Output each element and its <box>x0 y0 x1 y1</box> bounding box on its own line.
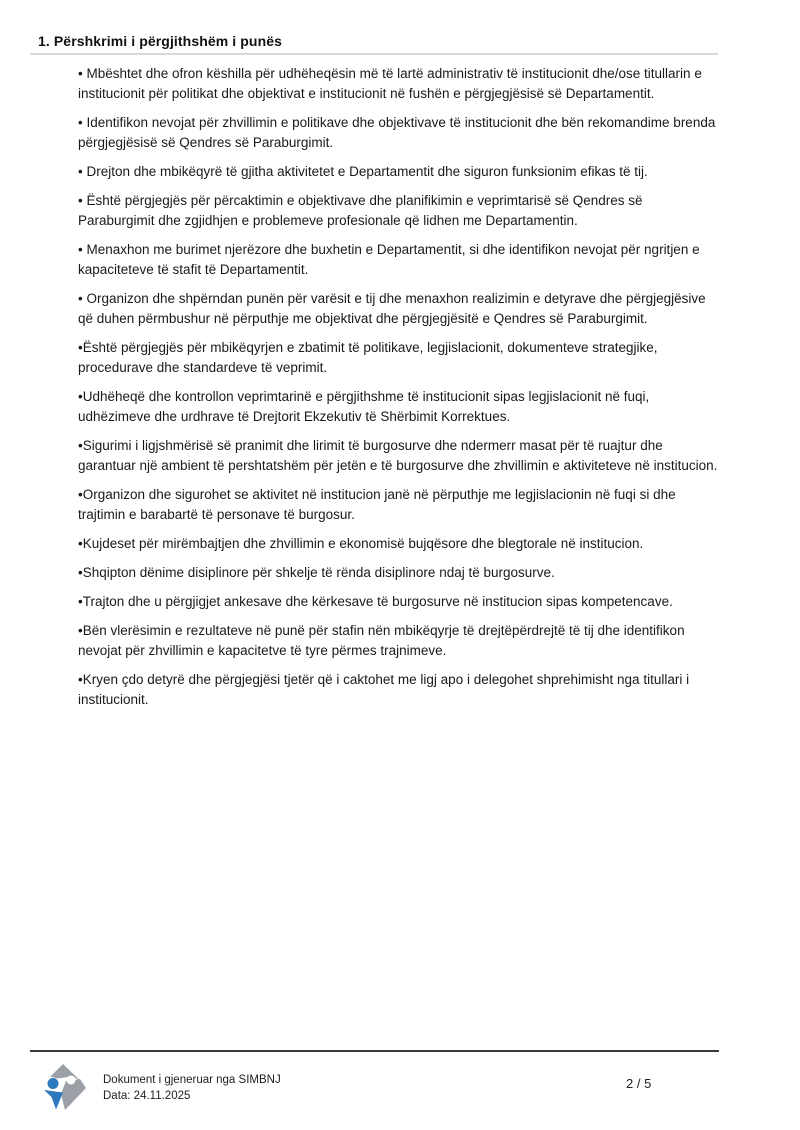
simbnj-logo-icon <box>38 1063 88 1113</box>
bullet-paragraph: • Drejton dhe mbikëqyrë të gjitha aktivitetet e Departamentit dhe siguron funksionim efikas të tij. <box>78 164 648 179</box>
footer-row <box>0 1052 800 1122</box>
logo-blue-body <box>44 1090 63 1110</box>
bullet-paragraph: • Organizon dhe shpërndan punën për varësit e tij dhe menaxhon realizimin e detyrave dhe përgjegjësive që duhen përmbushur në përputhje me objektivat dhe përgjegjësitë e Qendres së Paraburgimit. <box>78 291 706 326</box>
section-header <box>30 33 718 55</box>
bullet-paragraph: •Kryen çdo detyrë dhe përgjegjësi tjetër që i caktohet me ligj apo i delegohet shprehimisht nga titullari i institucionit. <box>78 672 690 707</box>
logo-blue-head <box>48 1078 59 1089</box>
page-footer <box>0 1050 800 1130</box>
bullet-paragraph: • Identifikon nevojat për zhvillimin e politikave dhe objektivave të institucionit dhe bën rekomandime brenda përgjegjësisë së Qendres së Paraburgimit. <box>78 115 716 150</box>
logo-white-head <box>67 1076 76 1085</box>
bullet-paragraph: •Trajton dhe u përgjigjet ankesave dhe kërkesave të burgosurve në institucion sipas kompetencave. <box>78 594 673 609</box>
bullet-paragraph: •Bën vlerësimin e rezultateve në punë për stafin nën mbikëqyrje të drejtëpërdrejtë të tij dhe identifikon nevojat për zhvillimin e kapacitetve të tyre përmes trajnimeve. <box>78 623 685 658</box>
bullet-paragraph: •Sigurimi i ligjshmërisë së pranimit dhe lirimit të burgosurve dhe ndermerr masat për të ruajtur dhe garantuar një ambient të pershtatshëm për jetën e të burgosurve dhe zhvillimin e aktiviteteve në institucion. <box>78 438 718 473</box>
bullet-paragraph: •Kujdeset për mirëmbajtjen dhe zhvillimin e ekonomisë bujqësore dhe blegtorale në institucion. <box>78 536 644 551</box>
bullet-paragraph: •Është përgjegjës për mbikëqyrjen e zbatimit të politikave, legjislacionit, dokumenteve strategjike, procedurave dhe standardeve të veprimit. <box>78 340 658 375</box>
page-number: 2 / 5 <box>626 1076 652 1091</box>
footer-date-text: Data: 24.11.2025 <box>103 1090 191 1102</box>
bullet-paragraph: •Udhëheqë dhe kontrollon veprimtarinë e përgjithshme të institucionit sipas legjislacionit në fuqi, udhëzimeve dhe urdhrave të Drejtorit Ekzekutiv të Shërbimit Korrektues. <box>78 389 650 424</box>
bullet-paragraph: •Shqipton dënime disiplinore për shkelje të rënda disiplinore ndaj të burgosurve. <box>78 565 555 580</box>
bullet-paragraph: •Organizon dhe sigurohet se aktivitet në institucion janë në përputhje me legjislacionin në fuqi si dhe trajtimin e barabartë të personave të burgosur. <box>78 487 676 522</box>
bullet-paragraph: • Mbështet dhe ofron këshilla për udhëheqësin më të lartë administrativ të institucionit dhe/ose titullarin e institucionit për politikat dhe objektivat e institucionit në fushën e përgjegjësisë së Departamentit. <box>78 66 702 101</box>
logo-top-facet <box>51 1064 80 1080</box>
bullet-list <box>78 64 720 719</box>
section-title: 1. Përshkrimi i përgjithshëm i punës <box>38 33 283 49</box>
footer-text-block <box>103 1072 281 1104</box>
bullet-paragraph: • Menaxhon me burimet njerëzore dhe buxhetin e Departamentit, si dhe identifikon nevojat për ngritjen e kapaciteteve të stafit të Departamentit. <box>78 242 700 277</box>
footer-generated-text: Dokument i gjeneruar nga SIMBNJ <box>103 1074 281 1086</box>
bullet-paragraph: • Është përgjegjës për përcaktimin e objektivave dhe planifikimin e veprimtarisë së Qendres së Paraburgimit dhe zgjidhjen e problemeve profesionale që lidhen me Departamentin. <box>78 193 643 228</box>
title-divider <box>30 53 718 55</box>
